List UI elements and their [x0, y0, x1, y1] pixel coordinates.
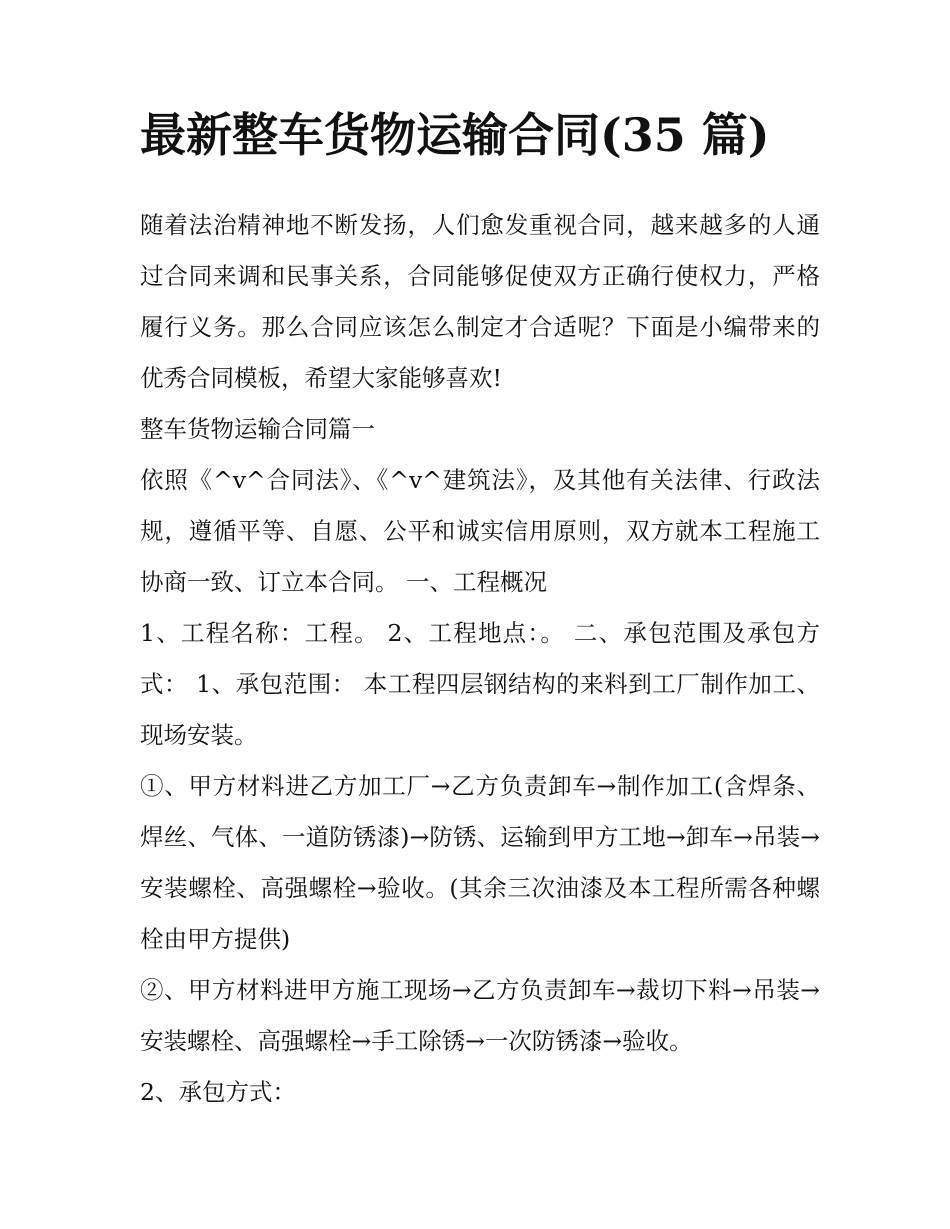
body-paragraph: 2、承包方式：: [140, 1078, 296, 1106]
body-paragraph: 依照《^v^合同法》、《^v^建筑法》，及其他有关法律、行政法规，遵循平等、自愿、公平和诚实信用原则，双方就本工程施工协商一致、订立本合同。 一、工程概况: [140, 466, 820, 596]
intro-paragraph: 随着法治精神地不断发扬，人们愈发重视合同，越来越多的人通过合同来调和民事关系，合同能够促使双方正确行使权力，严格履行义务。那么合同应该怎么制定才合适呢？下面是小编带来的优秀合同模板，希望大家能够喜欢!: [140, 211, 820, 392]
body-paragraph: ②、甲方材料进甲方施工现场→乙方负责卸车→裁切下料→吊装→安装螺栓、高强螺栓→手工除锈→一次防锈漆→验收。: [140, 976, 820, 1055]
document-body: [140, 200, 820, 1118]
document-title: 最新整车货物运输合同(35 篇): [140, 108, 770, 162]
document-page: [140, 108, 820, 1118]
body-paragraph: ①、甲方材料进乙方加工厂→乙方负责卸车→制作加工(含焊条、焊丝、气体、一道防锈漆)→防锈、运输到甲方工地→卸车→吊装→安装螺栓、高强螺栓→验收。(其余三次油漆及本工程所需各种螺栓由甲方提供): [140, 772, 820, 953]
section-heading: 整车货物运输合同篇一: [140, 415, 375, 443]
body-paragraph: 1、工程名称：工程。 2、工程地点：。 二、承包范围及承包方式： 1、承包范围： 本工程四层钢结构的来料到工厂制作加工、现场安装。: [140, 619, 820, 749]
